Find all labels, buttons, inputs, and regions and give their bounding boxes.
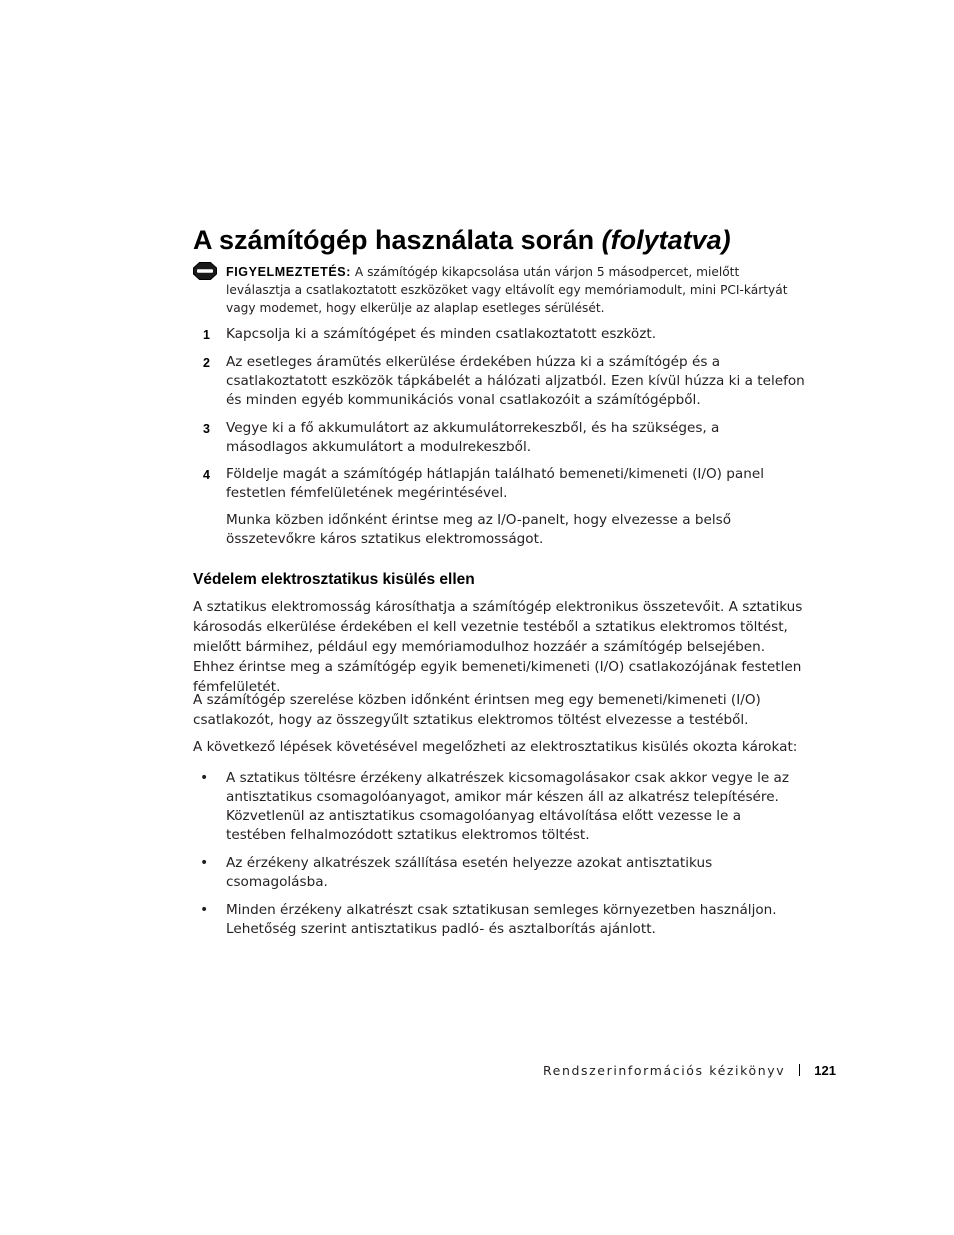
step-number: 2 <box>203 356 210 370</box>
footer-book-title: Rendszerinformációs kézikönyv <box>542 1062 786 1078</box>
step-number: 4 <box>203 468 210 482</box>
page-title <box>193 222 833 258</box>
notice-label: FIGYELMEZTETÉS: <box>226 265 351 279</box>
page-title-main: A számítógép használata során <box>193 225 602 255</box>
step-text: Az esetleges áramütés elkerülése érdekében húzza ki a számítógép és a csatlakoztatott eszközök tápkábelét a hálózati aljzatból. Ezen kívül húzza ki a telefon és minden egyéb kommunikációs vonal csatlakozóit a számítógépből. <box>226 354 805 408</box>
steps-list <box>193 325 805 549</box>
bullet-text: A sztatikus töltésre érzékeny alkatrészek kicsomagolásakor csak akkor vegye le az antisztatikus csomagolóanyagot, amikor már készen áll az alkatrész telepítésére. Közvetlenül az antisztatikus csomagolóanyag eltávolítása előtt vezesse le a testében felhalmozódott sztatikus elektromos töltést. <box>226 770 790 843</box>
notice-icon <box>193 262 217 280</box>
body-paragraph: A következő lépések követésével megelőzheti az elektrosztatikus kisülés okozta károkat: <box>193 739 798 755</box>
bullet-item <box>193 854 805 892</box>
bullet-dot-icon: • <box>200 902 209 918</box>
step-item <box>193 465 805 503</box>
page-title-continued: (folytatva) <box>601 225 731 255</box>
step-item <box>193 325 805 344</box>
bullet-text: Az érzékeny alkatrészek szállítása esetén helyezze azokat antisztatikus csomagolásba. <box>226 855 713 890</box>
bullet-list <box>193 769 805 939</box>
step-text: Földelje magát a számítógép hátlapján található bemeneti/kimeneti (I/O) panel festetlen fémfelületének megérintésével. <box>226 466 765 501</box>
page-number: 121 <box>814 1062 836 1078</box>
bullet-item <box>193 901 805 939</box>
step-text: Vegye ki a fő akkumulátort az akkumulátorrekeszből, és ha szükséges, a másodlagos akkumulátort a modulrekeszből. <box>226 420 720 455</box>
bullet-dot-icon: • <box>200 855 209 871</box>
section-heading: Védelem elektrosztatikus kisülés ellen <box>193 571 475 588</box>
step-note-item <box>193 511 805 549</box>
step-text: Kapcsolja ki a számítógépet és minden csatlakoztatott eszközt. <box>226 326 657 342</box>
body-paragraph: A sztatikus elektromosság károsíthatja a számítógép elektronikus összetevőit. A sztatikus károsodás elkerülése érdekében el kell vezetnie testéből a sztatikus elektromos töltést, mielőtt bármihez, például egy memóriamodulhoz hozzáér a számítógép belsejében. Ehhez érintse meg a számítógép egyik bemeneti/kimeneti (I/O) csatlakozójának festetlen fémfelületét. <box>193 599 803 695</box>
step-item <box>193 353 805 410</box>
step-number: 1 <box>203 328 210 342</box>
footer-divider <box>799 1064 800 1076</box>
body-paragraph: A számítógép szerelése közben időnként érintsen meg egy bemeneti/kimeneti (I/O) csatlakozót, hogy az összegyűlt sztatikus elektromos töltést elvezesse a testéből. <box>193 692 761 728</box>
page-footer <box>543 1060 836 1080</box>
bullet-dot-icon: • <box>200 770 209 786</box>
step-note: Munka közben időnként érintse meg az I/O-panelt, hogy elvezesse a belső összetevőkre káros sztatikus elektromosságot. <box>226 512 732 547</box>
notice-body: A számítógép kikapcsolása után várjon 5 másodpercet, mielőtt leválasztja a csatlakoztatott eszközöket vagy eltávolít egy memóriamodult, mini PCI-kártyát vagy modemet, hogy elkerülje az alaplap esetleges sérülését. <box>226 265 788 315</box>
bullet-text: Minden érzékeny alkatrészt csak sztatikusan semleges környezetben használjon. Lehetőség szerint antisztatikus padló- és asztalborítás ajánlott. <box>226 902 777 937</box>
notice-text <box>226 263 801 317</box>
bullet-item <box>193 769 805 845</box>
step-item <box>193 419 805 457</box>
step-number: 3 <box>203 422 210 436</box>
